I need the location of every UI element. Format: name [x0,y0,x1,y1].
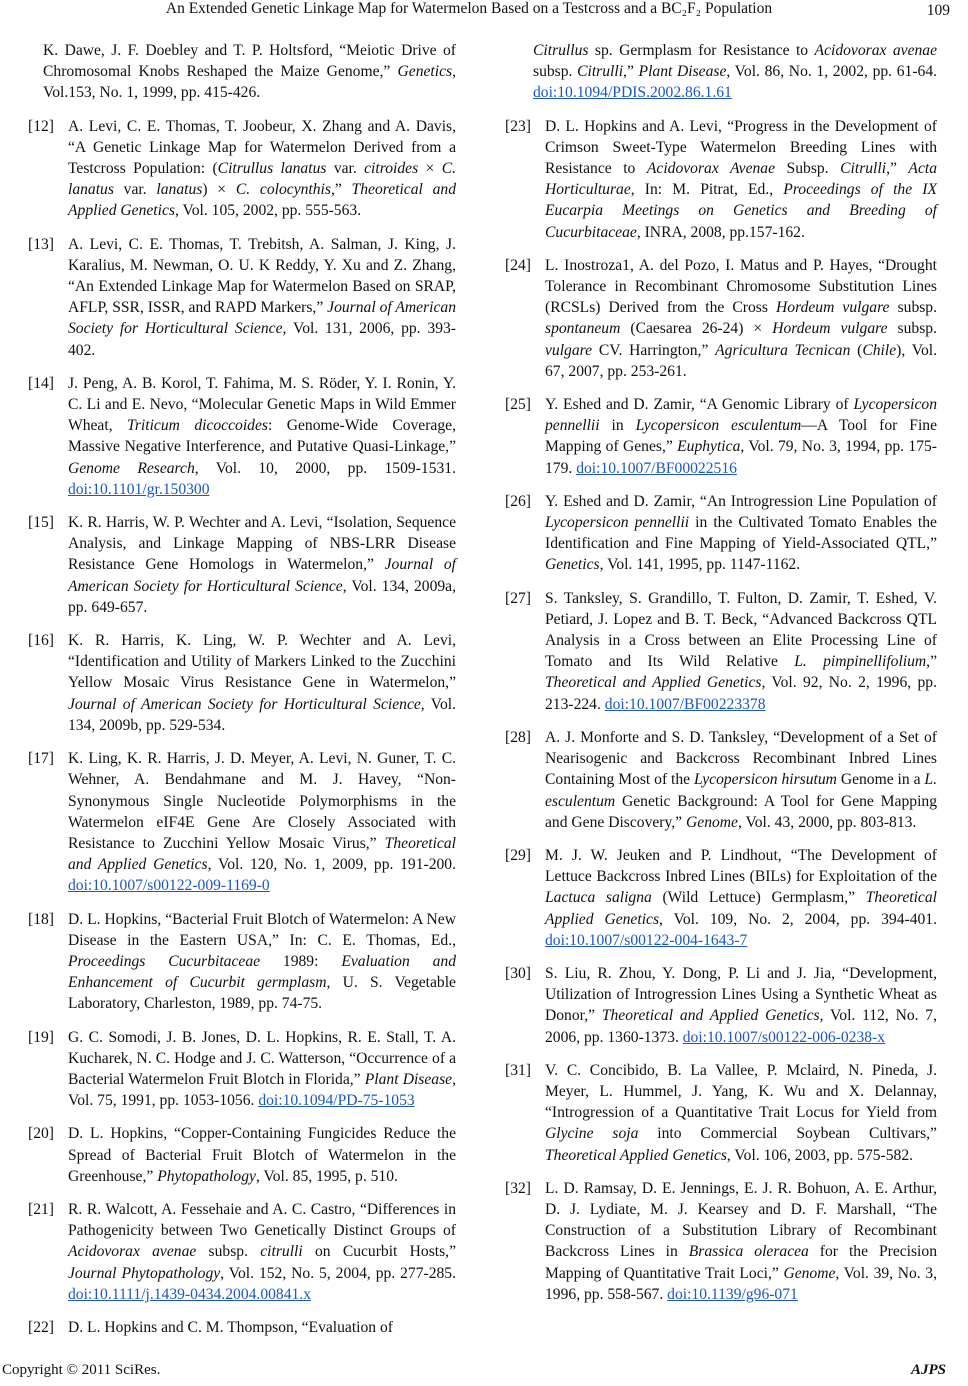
reference-text: subsp. [887,320,937,338]
doi-link[interactable]: doi:10.1007/s00122-004-1643-7 [545,931,748,949]
reference-entry [505,845,937,951]
italic-text: Hordeum vulgare [772,320,888,338]
reference-text: D. L. Hopkins, “Bacterial Fruit Blotch of Watermelon: A New Disease in the Eastern USA,” In: C. E. Thomas, Ed., [68,910,456,949]
italic-text: Theoretical Applied Genetics [545,889,937,928]
reference-text: , Vol. 112, No. 7, 2006, pp. 1360-1373. [545,1007,937,1046]
reference-text: K. R. Harris, K. Ling, W. P. Wechter and A. Levi, “Identification and Utility of Markers Linked to the Zucchini Yellow Mosaic Virus Resistance Gene in Watermelon,” [68,632,456,692]
doi-link[interactable]: doi:10.1111/j.1439-0434.2004.00841.x [68,1285,311,1303]
reference-text: , Vol. 106, 2003, pp. 575-582. [726,1146,914,1164]
italic-text: Euphytica [677,438,741,456]
reference-text: L. D. Ramsay, D. E. Jennings, E. J. R. Bohuon, A. E. Arthur, D. J. Lydiate, M. J. Kearsey and D. F. Marshall, “The Construction of a Substitution Library of Recombinant Backcross Lines in [545,1179,937,1261]
italic-text: Lactuca saligna [545,889,652,907]
italic-text: Plant Disease [638,63,727,81]
reference-entry [505,491,937,576]
italic-text: C. lanatus [68,160,456,199]
reference-entry [28,748,456,896]
reference-text: R. R. Walcott, A. Fessehaie and A. C. Castro, “Differences in Pathogenicity between Two Genetically Distinct Groups of [68,1200,456,1240]
reference-text: A. J. Monforte and S. D. Tanksley, “Development of a Set of Nearisogenic and Backcross Recombinant Inbred Lines Containing Most of the [545,728,937,789]
reference-text: , Vol. 92, No. 2, 1996, pp. 213-224. [545,674,937,713]
reference-number: [23] [505,117,531,135]
reference-text: , Vol. 134, 2009b, pp. 529-534. [68,695,456,734]
reference-text: in [599,417,636,435]
reference-text: CV. Harrington,” [592,341,716,359]
reference-text: subsp. [889,299,937,317]
italic-text: Journal Phytopathology [68,1264,221,1282]
reference-number: [24] [505,256,531,274]
reference-entry [28,1123,456,1187]
italic-text: Agricultura Tecnican [715,341,851,359]
italic-text: Acidovorax Avenae [646,160,776,178]
reference-entry [505,255,937,382]
italic-text: spontaneum [545,320,621,338]
reference-text: , Vol. 120, No. 1, 2009, pp. 191-200. [207,856,456,874]
reference-text: —A Tool for Fine Mapping of Genes,” [545,417,937,456]
reference-text: ,” [623,63,639,81]
reference-number: [29] [505,846,531,864]
reference-text: ( [850,341,863,359]
reference-text: Y. Eshed and D. Zamir, “An Introgression Line Population of [545,492,937,510]
reference-text: Genome in a [836,771,925,789]
italic-text: Acidovorax avenae [68,1243,197,1261]
reference-entry [505,40,937,104]
references-left-column [28,40,456,1350]
italic-text: Triticum dicoccoides [127,417,268,435]
italic-text: Evaluation and Enhancement of Cucurbit germplasm [68,952,456,992]
reference-text: , Vol. 75, 1991, pp. 1053-1056. [68,1070,456,1110]
italic-text: Acidovorax avenae [814,42,938,59]
running-header [0,0,968,26]
italic-text: Journal of American Society for Horticultural Science [68,695,421,713]
reference-text: A. Levi, C. E. Thomas, T. Joobeur, X. Zhang and A. Davis, “A Genetic Linkage Map for Watermelon Derived from a Testcross Population: ( [68,117,456,178]
italic-text: Plant Disease [364,1070,453,1088]
italic-text: Journal of American Society for Horticultural Science [68,556,456,595]
doi-link[interactable]: doi:10.1094/PD-75-1053 [258,1092,415,1110]
reference-entry [28,234,456,361]
reference-text: , Vol. 86, No. 1, 2002, pp. 61-64. [726,63,938,81]
reference-number: [28] [505,728,531,746]
page-footer [0,1362,968,1384]
reference-text: (Caesarea 26-24) × [620,320,773,338]
reference-number: [27] [505,589,531,607]
italic-text: Journal of American Society for Horticultural Science [68,299,456,338]
italic-text: C. colocynthis [235,181,331,199]
reference-text: subsp. [533,63,578,81]
reference-text: , Vol. 152, No. 5, 2004, pp. 277-285. [220,1264,456,1282]
reference-number: [16] [28,632,54,650]
reference-text: , Vol. 39, No. 3, 1996, pp. 558-567. [545,1264,937,1303]
reference-entry [28,512,456,618]
reference-text: , Vol.153, No. 1, 1999, pp. 415-426. [43,63,456,102]
reference-text: ,” [886,160,909,178]
reference-entry [505,394,937,479]
italic-text: Citrulli [840,160,887,178]
reference-text: on Cucurbit Hosts,” [302,1243,456,1261]
reference-entry [505,1178,937,1305]
reference-number: [12] [28,117,54,135]
italic-text: Chile [862,341,897,359]
reference-text: var. [326,160,365,178]
reference-entry [28,1199,456,1305]
reference-entry [505,963,937,1048]
references-right-column [505,40,937,1317]
reference-text: , Vol. 85, 1995, p. 510. [255,1167,398,1185]
reference-text: , Vol. 10, 2000, pp. 1509-1531. [194,459,456,477]
reference-entry [28,116,456,222]
reference-text: S. Liu, R. Zhou, Y. Dong, P. Li and J. Jia, “Development, Utilization of Introgression Lines Using a Synthetic Wheat as Donor,” [545,964,937,1025]
reference-text: , INRA, 2008, pp.157-162. [636,223,805,241]
reference-entry [505,1060,937,1166]
reference-text: G. C. Somodi, J. B. Jones, D. L. Hopkins, R. E. Stall, T. A. Kucharek, N. C. Hodge and J. C. Watterson, “Occurrence of a Bacterial Watermelon Fruit Blotch in Florida,” [68,1028,456,1088]
doi-link[interactable]: doi:10.1007/BF00022516 [576,459,737,477]
italic-text: Brassica oleracea [688,1243,809,1261]
reference-number: [32] [505,1179,531,1197]
journal-abbreviation: AJPS [910,1362,946,1378]
reference-text: ), Vol. 67, 2007, pp. 253-261. [545,341,937,380]
doi-link[interactable]: doi:10.1094/PDIS.2002.86.1.61 [533,84,732,102]
italic-text: Glycine soja [545,1125,639,1143]
reference-text: in the Cultivated Tomato Enables the Identification and Fine Mapping of Yield-Associated QTL,” [545,514,937,553]
reference-entry [28,630,456,736]
doi-link[interactable]: doi:10.1101/gr.150300 [68,480,210,498]
reference-text: , Vol. 109, No. 2, 2004, pp. 394-401. [659,910,937,928]
reference-number: [14] [28,374,54,392]
italic-text: Genome [686,813,738,831]
italic-text: Theoretical and Applied Genetics [68,181,457,220]
reference-entry [28,909,456,1015]
reference-text: , In: M. Pitrat, Ed., [630,181,784,199]
reference-text: var. [113,181,157,199]
reference-text: Subsp. [775,160,841,178]
reference-entry [28,1027,456,1112]
reference-entry [28,1317,456,1338]
italic-text: Citrulli [577,63,624,81]
italic-text: lanatus [156,181,203,199]
italic-text: Citrullus [533,42,589,59]
reference-number: [31] [505,1061,531,1079]
reference-text: , Vol. 141, 1995, pp. 1147-1162. [599,556,801,574]
reference-entry [505,116,937,243]
reference-text: into Commercial Soybean Cultivars,” [638,1125,937,1143]
reference-number: [18] [28,910,54,928]
reference-number: [17] [28,750,54,768]
reference-number: [19] [28,1028,54,1046]
reference-text: sp. Germplasm for Resistance to [588,42,815,59]
reference-entry [28,40,456,104]
italic-text: citroides [364,160,419,178]
running-title: An Extended Genetic Linkage Map for Watermelon Based on a Testcross and a BC₂F₂ Population [165,0,773,17]
doi-link[interactable]: doi:10.1139/g96-071 [667,1285,798,1303]
reference-text: : Genome-Wide Coverage, Massive Negative Interference, and Putative Quasi-Linkage,” [68,417,456,456]
reference-text: L. Inostroza1, A. del Pozo, I. Matus and P. Hayes, “Drought Tolerance in Recombinant Chromosome Substitution Lines (RCSLs) Derived from the Cross [545,256,937,317]
reference-text: , Vol. 131, 2006, pp. 393-402. [68,320,456,359]
italic-text: Lycopersicon pennellii [545,396,937,435]
italic-text: Genome [783,1264,836,1282]
reference-text: K. Ling, K. R. Harris, J. D. Meyer, A. Levi, N. Guner, T. C. Wehner, A. Bendahmane and M. J. Havey, “Non-Synonymous Single Nucleotide Polymorphisms in the Watermelon eIF4E Gene Are Closely Associated with Resistance to Zucchini Yellow Mosaic Virus,” [68,750,456,852]
reference-entry [505,727,937,833]
reference-number: [26] [505,492,531,510]
reference-text: D. L. Hopkins and C. M. Thompson, “Evaluation of [68,1318,393,1336]
reference-text: for the Precision Mapping of Quantitative Trait Loci,” [545,1243,937,1282]
reference-text: D. L. Hopkins and A. Levi, “Progress in the Development of Crimson Sweet-Type Watermelon Breeding Lines with Resistance to [545,117,937,178]
copyright-notice: Copyright © 2011 SciRes. [2,1362,161,1378]
italic-text: Theoretical and Applied Genetics [68,834,456,874]
reference-number: [20] [28,1125,54,1143]
italic-text: citrulli [260,1243,303,1261]
italic-text: vulgare [545,341,593,359]
reference-entry [28,373,456,500]
reference-number: [30] [505,964,531,982]
reference-text: , U. S. Vegetable Laboratory, Charleston, 1989, pp. 74-75. [68,974,456,1013]
page-number: 109 [926,2,950,19]
doi-link[interactable]: doi:10.1007/BF00223378 [604,695,766,713]
reference-text: K. R. Harris, W. P. Wechter and A. Levi, “Isolation, Sequence Analysis, and Linkage Mapping of NBS-LRR Disease Resistance Gene Homologs in Watermelon,” [68,514,456,574]
italic-text: Proceedings of the IX Eucarpia Meetings on Genetics and Breeding of Cucurbitaceae [545,181,938,241]
reference-number: [22] [28,1318,54,1336]
reference-number: [21] [28,1200,54,1218]
reference-text: × [418,160,442,178]
reference-number: [15] [28,514,54,532]
italic-text: L. esculentum [545,771,937,810]
reference-text: ,” [926,653,937,671]
reference-text: , Vol. 79, No. 3, 1994, pp. 175-179. [545,438,938,477]
reference-number: [13] [28,235,54,253]
doi-link[interactable]: doi:10.1007/s00122-009-1169-0 [68,877,270,895]
italic-text: Lycopersicon esculentum [635,417,802,435]
reference-text: subsp. [196,1243,261,1261]
reference-text: K. Dawe, J. F. Doebley and T. P. Holtsford, “Meiotic Drive of Chromosomal Knobs Reshaped the Maize Genome,” [43,42,456,81]
italic-text: Citrullus lanatus [217,160,327,178]
reference-text: A. Levi, C. E. Thomas, T. Trebitsh, A. Salman, J. King, J. Karalius, M. Newman, O. U. K Reddy, Y. Xu and Z. Zhang, “An Extended Linkage Map for Watermelon Based on SRAP, AFLP, SSR, ISSR, and RAPD Markers,” [68,235,456,317]
reference-text: D. L. Hopkins, “Copper-Containing Fungicides Reduce the Spread of Bacterial Fruit Blotch of Watermelon in the Greenhouse,” [68,1125,456,1185]
italic-text: Proceedings Cucurbitaceae [68,952,261,970]
reference-text: J. Peng, A. B. Korol, T. Fahima, M. S. Röder, Y. I. Ronin, Y. C. Li and E. Nevo, “Molecular Genetic Maps in Wild Emmer Wheat, [68,374,456,435]
reference-entry [505,588,937,715]
italic-text: Theoretical and Applied Genetics [545,674,762,692]
reference-text: , Vol. 105, 2002, pp. 555-563. [174,202,362,220]
reference-text: , Vol. 134, 2009a, pp. 649-657. [68,577,457,616]
italic-text: Lycopersicon hirsutum [694,771,837,789]
reference-text: ) × [202,181,236,199]
reference-text: Y. Eshed and D. Zamir, “A Genomic Library of [545,396,854,414]
doi-link[interactable]: doi:10.1007/s00122-006-0238-x [682,1028,886,1046]
italic-text: Phytopathology [157,1167,256,1185]
reference-text: ,” [330,181,352,199]
italic-text: Lycopersicon pennellii [545,514,690,532]
reference-text: , Vol. 43, 2000, pp. 803-813. [737,813,917,831]
italic-text: Genetics [545,556,600,574]
italic-text: Theoretical and Applied Genetics [601,1007,820,1025]
italic-text: Genetics [397,63,453,81]
reference-text: M. J. W. Jeuken and P. Lindhout, “The Development of Lettuce Backcross Inbred Lines (BILs) for Exploitation of the [545,846,937,886]
reference-text: 1989: [260,952,342,970]
italic-text: Acta Horticulturae [545,160,937,199]
italic-text: Theoretical Applied Genetics [545,1146,727,1164]
reference-text: V. C. Concibido, B. La Vallee, P. Mclaird, N. Pineda, J. Meyer, L. Hummel, J. Yang, K. Wu and X. Delannay, “Introgression of a Quantitative Trait Locus for Yield from [545,1061,937,1122]
italic-text: L. pimpinellifolium [794,653,927,671]
reference-text: Genetic Background: A Tool for Gene Mapping and Gene Discovery,” [545,792,937,831]
italic-text: Genome Research [68,459,195,477]
reference-number: [25] [505,396,531,414]
italic-text: Hordeum vulgare [776,299,890,317]
reference-text: (Wild Lettuce) Germplasm,” [651,889,866,907]
reference-text: S. Tanksley, S. Grandillo, T. Fulton, D. Zamir, T. Eshed, V. Petiard, J. Lopez and B. T. Beck, “Advanced Backcross QTL Analysis in a Cross between an Elite Processing Line of Tomato and Its Wild Relative [545,589,937,671]
